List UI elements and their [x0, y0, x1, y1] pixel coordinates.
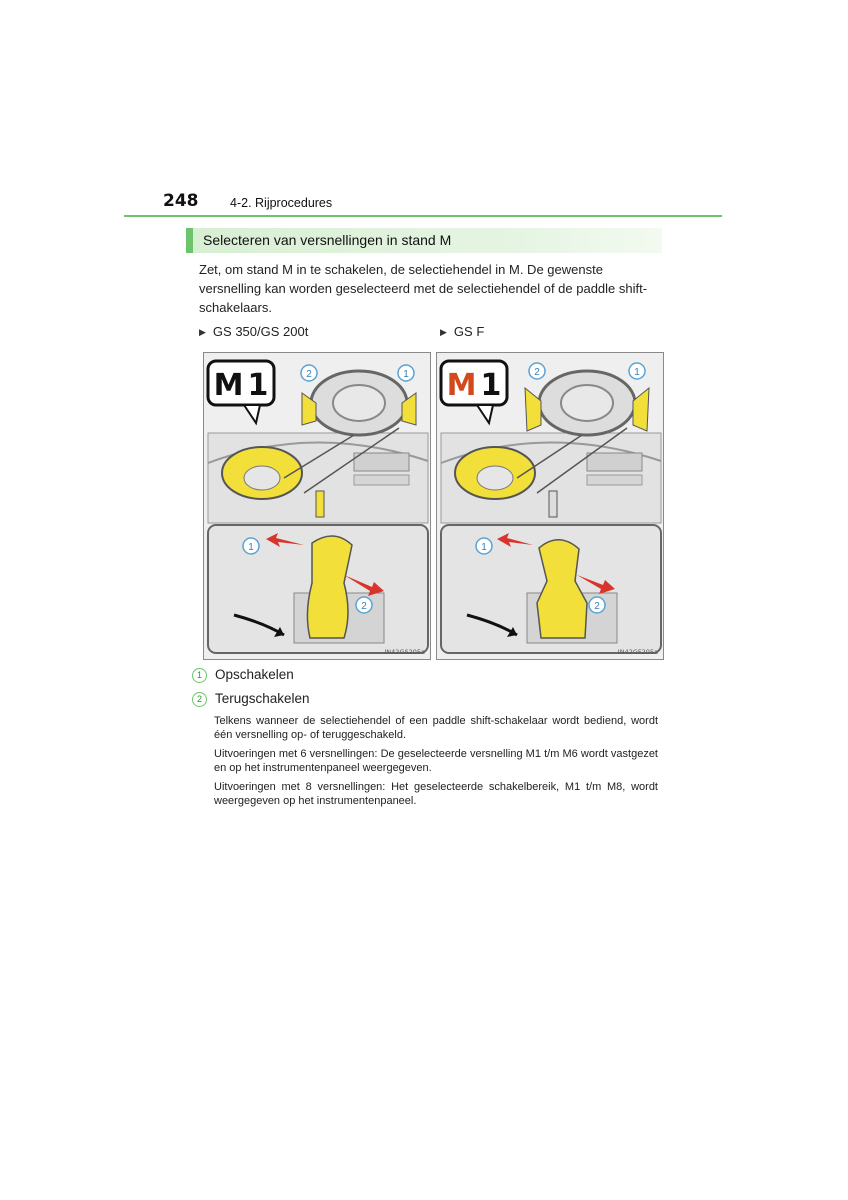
variant-label-gsf — [440, 324, 484, 339]
shift-illustration — [204, 353, 431, 660]
callout-number: 1 — [403, 369, 409, 380]
figure-code: IN42GF205a — [617, 648, 658, 656]
triangle-bullet-icon: ▶ — [199, 327, 206, 337]
legend-item-downshift — [192, 691, 310, 707]
legend-number: 2 — [192, 692, 207, 707]
figure-code: IN42GS205a — [384, 648, 425, 656]
header-rule — [124, 215, 722, 217]
callout-number: 1 — [481, 542, 487, 553]
section-title-box — [186, 228, 662, 253]
callout-number: 2 — [361, 601, 367, 612]
callout-number: 2 — [594, 601, 600, 612]
section-title: Selecteren van versnellingen in stand M — [203, 232, 452, 248]
triangle-bullet-icon: ▶ — [440, 327, 447, 337]
note-paragraph: Telkens wanneer de selectiehendel of een paddle shift-schakelaar wordt bediend, wordt één versnelling op- of teruggeschakeld. — [214, 715, 658, 741]
note-paragraph: Uitvoeringen met 6 versnellingen: De geselecteerde versnelling M1 t/m M6 wordt vastgezet en op het instrumentenpaneel weergegeven. — [214, 748, 658, 774]
note-paragraph: Uitvoeringen met 8 versnellingen: Het geselecteerde schakelbereik, M1 t/m M8, wordt weergegeven op het instrumentenpaneel. — [214, 781, 658, 807]
variant-label-text: GS 350/GS 200t — [212, 324, 309, 339]
figure-gs350-shift-illustration — [203, 352, 431, 660]
gear-display-text: M 1 — [213, 368, 269, 403]
shift-illustration — [437, 353, 664, 660]
callout-number: 2 — [306, 369, 312, 380]
legend-text: Opschakelen — [215, 667, 294, 682]
variant-label-gs350 — [199, 324, 308, 339]
figure-gsf-shift-illustration — [436, 352, 664, 660]
legend-text: Terugschakelen — [215, 691, 310, 706]
legend-item-upshift — [192, 667, 294, 683]
callout-number: 1 — [248, 542, 254, 553]
gear-display-text: M 1 — [446, 368, 502, 403]
page-number: 248 — [163, 191, 199, 211]
section-reference: 4-2. Rijprocedures — [230, 196, 333, 210]
intro-paragraph: Zet, om stand M in te schakelen, de selectiehendel in M. De gewenste versnelling kan worden geselecteerd met de selectiehendel of de paddle shift-schakelaars. — [199, 262, 648, 315]
callout-number: 1 — [634, 367, 640, 378]
legend-number: 1 — [192, 668, 207, 683]
variant-label-text: GS F — [453, 324, 485, 339]
callout-number: 2 — [534, 367, 540, 378]
